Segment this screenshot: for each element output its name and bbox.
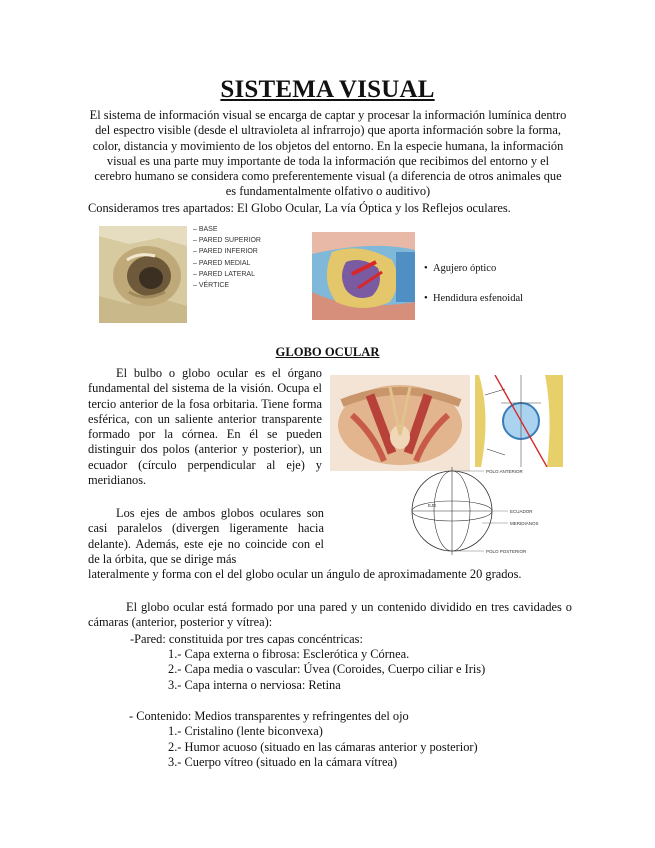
pared-item: 1.- Capa externa o fibrosa: Esclerótica y Córnea.	[168, 647, 410, 661]
pared-item: 3.- Capa interna o nerviosa: Retina	[168, 678, 341, 692]
contenido-title: - Contenido: Medios transparentes y refringentes del ojo	[129, 709, 409, 723]
orbit-label: – PARED MEDIAL	[193, 259, 251, 267]
globe-label-ecuador: ECUADOR	[510, 509, 533, 514]
globe-poles-diagram	[410, 465, 560, 557]
page-title: SISTEMA VISUAL	[220, 76, 435, 103]
intro-paragraph: El sistema de información visual se encarga de captar y procesar la información lumínica dentro del espectro visible (desde el ultravioleta al infrarrojo) que aporta información sobre la forma, color, distancia y movimiento de los objetos del entorno. En la especie humana, la información visual es una parte muy importante de toda la información que recibimos del entorno y el cerebro humano se considera como preferentemente visual (a diferencia de otros animales que es fundamentalmente olfativo o auditivo)	[89, 108, 567, 199]
section-heading-globo-ocular: GLOBO OCULAR	[275, 345, 380, 359]
globe-label-polo-anterior: POLO ANTERIOR	[486, 469, 523, 474]
orbit-label: – PARED LATERAL	[193, 270, 255, 278]
orbit-wall-labels	[193, 224, 261, 291]
sections-overview: Consideramos tres apartados: El Globo Ocular, La vía Óptica y los Reflejos oculares.	[88, 201, 511, 215]
globe-label-eje: EJE	[428, 503, 437, 508]
globe-label-polo-posterior: POLO POSTERIOR	[486, 549, 527, 554]
orbit-foramina-list	[424, 254, 523, 314]
globo-paragraph-2: Los ejes de ambos globos oculares son casi paralelos (divergen ligeramente hacia delante). Además, este eje no coincide con el de la órbita, que se dirige más	[88, 506, 324, 566]
orbit-label: – PARED SUPERIOR	[193, 237, 261, 245]
eye-axis-illustration	[475, 375, 563, 467]
orbit-label: – VÉRTICE	[193, 282, 230, 290]
orbit-illustration	[99, 226, 187, 323]
orbit-bullet: • Agujero óptico	[424, 263, 497, 274]
globo-paragraph-1: El bulbo o globo ocular es el órgano fundamental del sistema de la visión. Ocupa el tercio anterior de la fosa orbitaria. Tiene forma esférica, con un saliente anterior transparente formado por la córnea. En él se pueden distinguir dos polos (anterior y posterior), un ecuador (círculo perpendicular al eje) y meridianos.	[88, 366, 322, 488]
orbit-foramina-illustration	[312, 232, 415, 320]
orbit-label: – BASE	[193, 226, 218, 233]
globo-paragraph-3: El globo ocular está formado por una pared y un contenido dividido en tres cavidades o cámaras (anterior, posterior y vítrea):	[88, 600, 572, 630]
globe-label-meridianos: MERIDIANOS	[510, 521, 539, 526]
contenido-item: 1.- Cristalino (lente biconvexa)	[168, 724, 323, 738]
globo-paragraph-2-end: lateralmente y forma con el del globo ocular un ángulo de aproximadamente 20 grados.	[88, 567, 522, 581]
eye-muscles-illustration	[330, 375, 470, 471]
pared-item: 2.- Capa media o vascular: Úvea (Coroides, Cuerpo ciliar e Iris)	[168, 662, 486, 676]
orbit-bullet: • Hendidura esfenoidal	[424, 293, 524, 304]
pared-title: -Pared: constituida por tres capas concéntricas:	[130, 632, 363, 646]
orbit-label: – PARED INFERIOR	[193, 248, 258, 256]
contenido-item: 2.- Humor acuoso (situado en las cámaras anterior y posterior)	[168, 740, 478, 754]
contenido-item: 3.- Cuerpo vítreo (situado en la cámara vítrea)	[168, 755, 398, 769]
